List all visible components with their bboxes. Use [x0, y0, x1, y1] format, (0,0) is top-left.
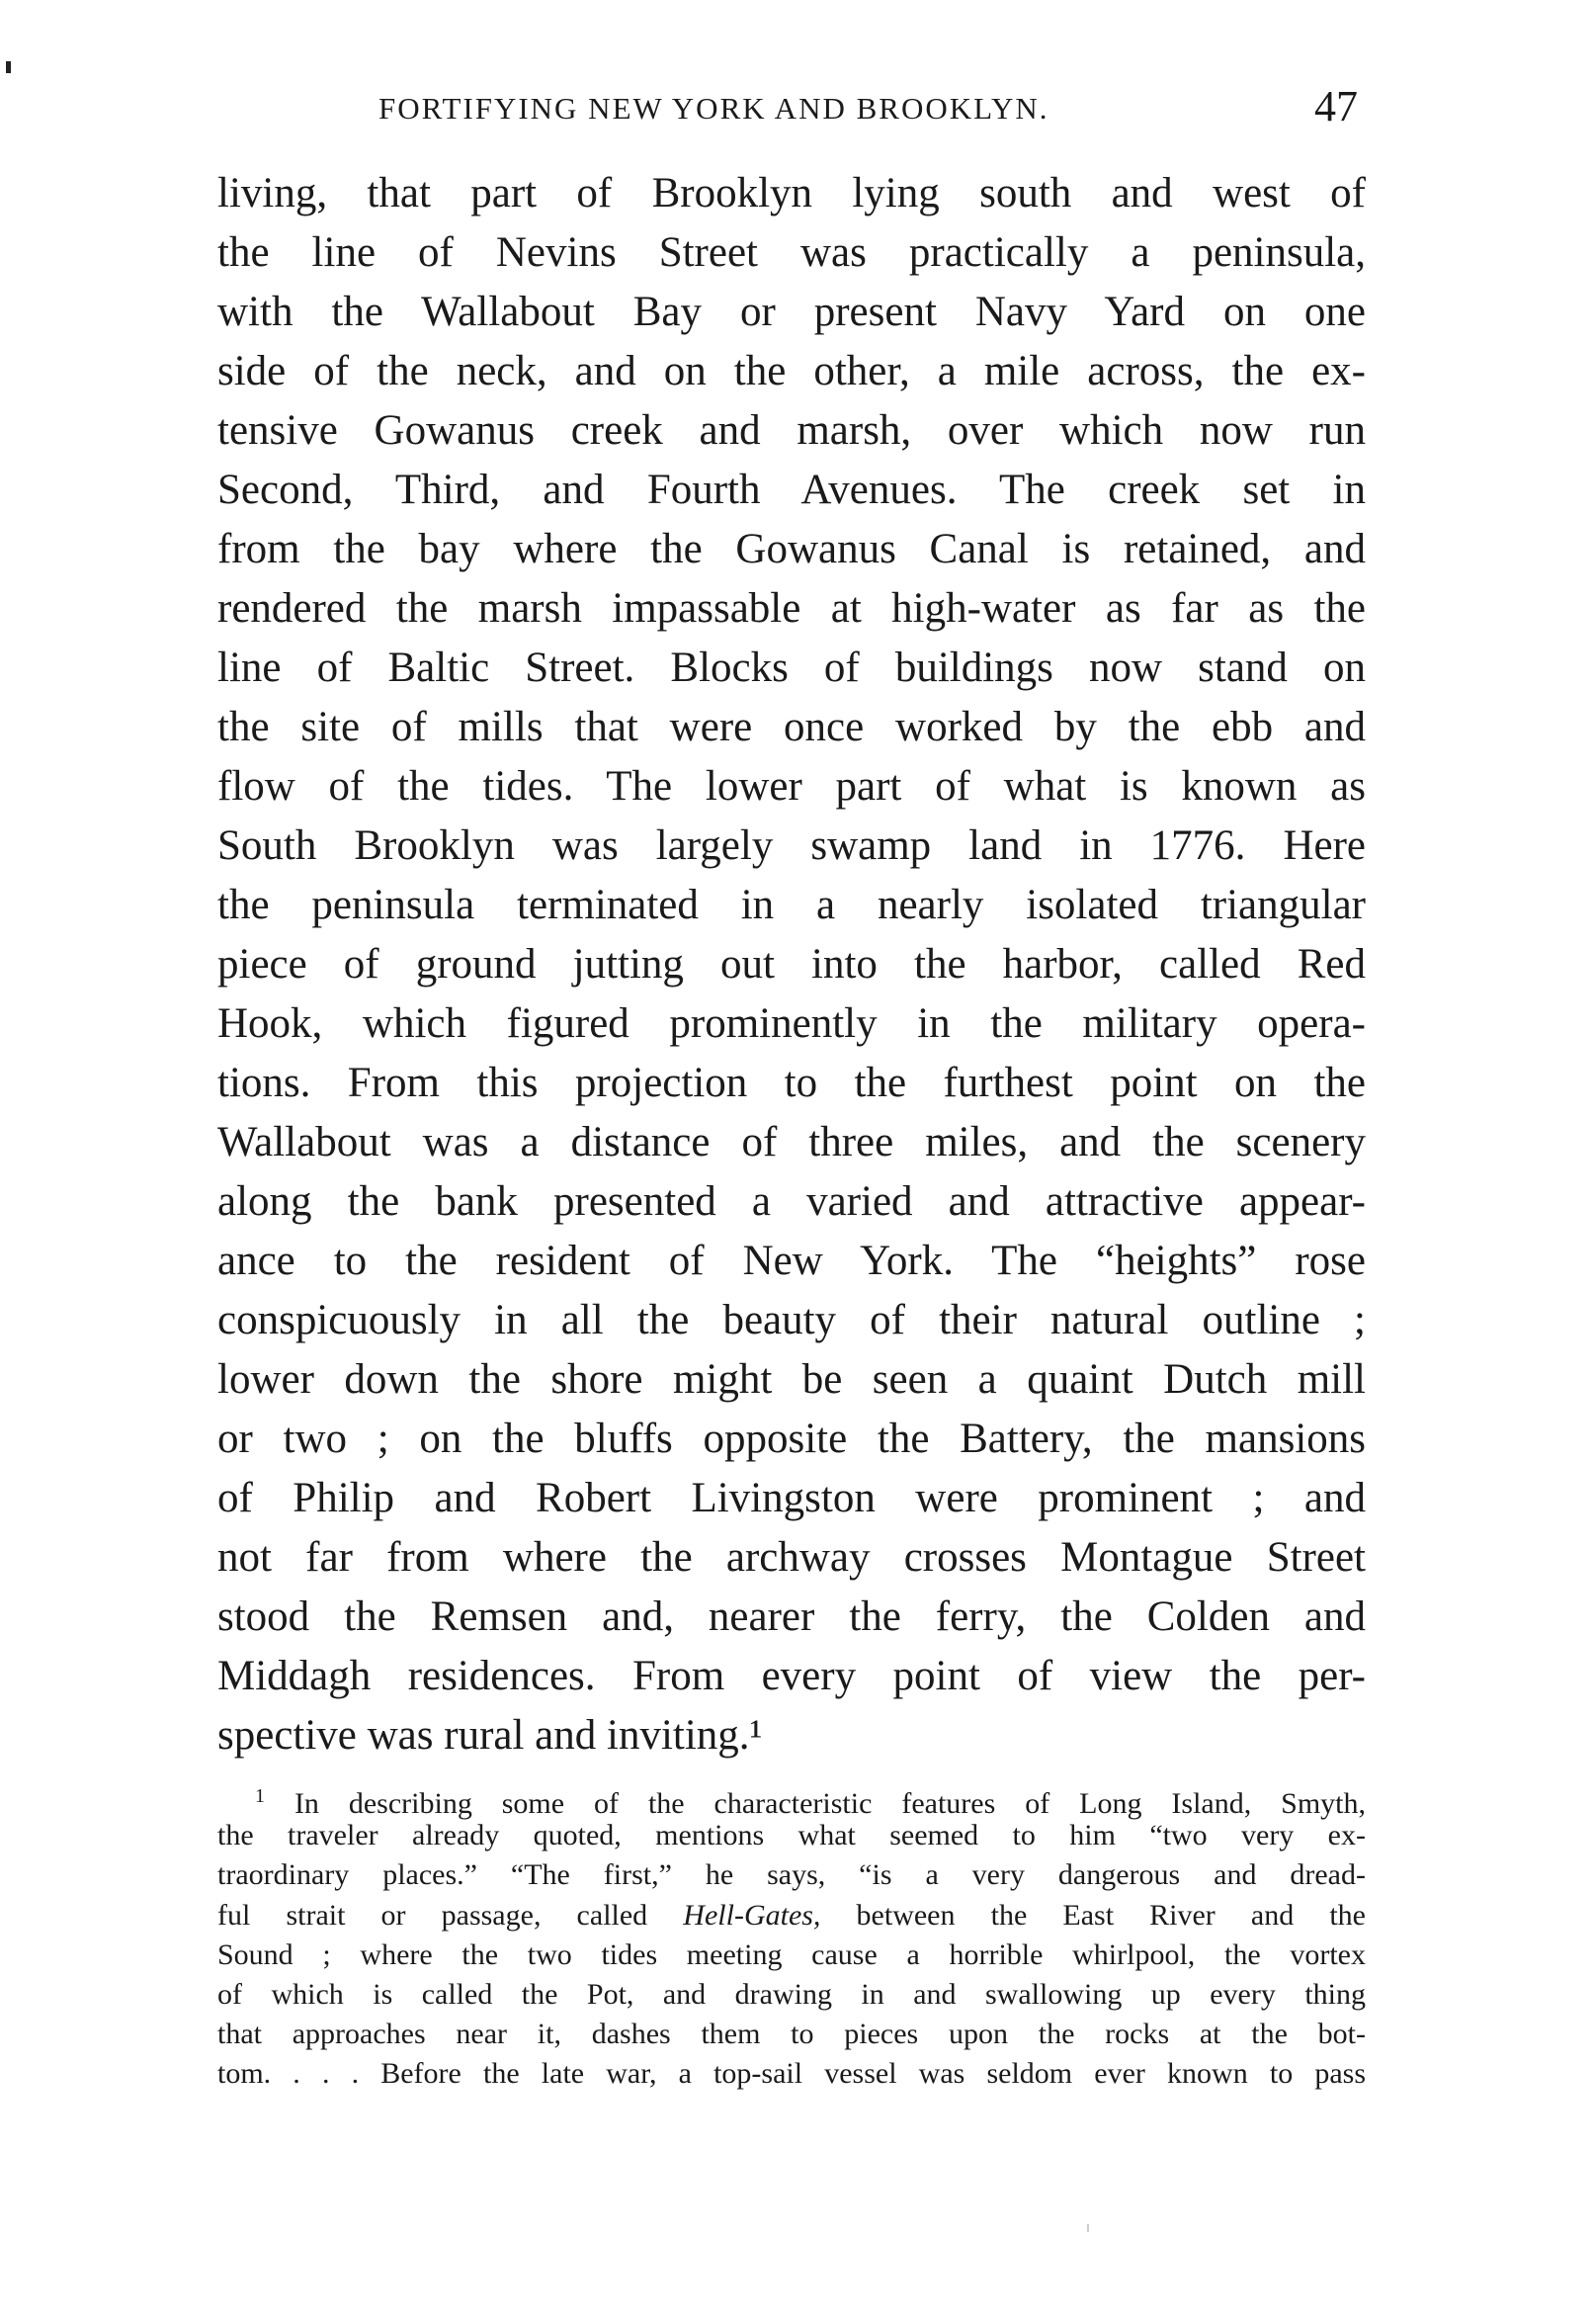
footnote-line: tom. . . . Before the late war, a top-sail vessel was seldom ever known to pass — [217, 2057, 1366, 2091]
footnote-text: In describing some of the characteristic features of Long Island, Smyth, — [293, 1787, 1367, 1820]
body-line: piece of ground jutting out into the harbor, called Red — [217, 941, 1366, 988]
body-line-last: spective was rural and inviting.¹ — [217, 1712, 763, 1759]
body-line: or two ; on the bluffs opposite the Battery, the mansions — [217, 1416, 1366, 1462]
body-line: stood the Remsen and, nearer the ferry, the Colden and — [217, 1593, 1366, 1640]
footnote-text: between the East River and the — [820, 1898, 1366, 1932]
footnote-line: the traveler already quoted, mentions what seemed to him “two very ex- — [217, 1819, 1366, 1852]
body-line: Hook, which figured prominently in the military opera- — [217, 1000, 1366, 1047]
body-line: along the bank presented a varied and attractive appear- — [217, 1178, 1366, 1225]
body-paragraph — [217, 164, 1366, 1765]
footnote-line — [217, 1776, 1367, 1820]
body-line: Wallabout was a distance of three miles, and the scenery — [217, 1119, 1366, 1165]
footnote-line: that approaches near it, dashes them to pieces upon the rocks at the bot- — [217, 2018, 1366, 2051]
body-line: with the Wallabout Bay or present Navy Yard on one — [217, 289, 1366, 335]
body-line: of Philip and Robert Livingston were prominent ; and — [217, 1475, 1366, 1521]
body-line: rendered the marsh impassable at high-water as far as the — [217, 585, 1366, 632]
body-line: South Brooklyn was largely swamp land in 1776. Here — [217, 822, 1366, 869]
footnote-line: traordinary places.” “The first,” he says, “is a very dangerous and dread- — [217, 1858, 1366, 1892]
body-line: lower down the shore might be seen a quaint Dutch mill — [217, 1356, 1366, 1403]
scan-mark — [6, 61, 11, 73]
body-line: the line of Nevins Street was practically a peninsula, — [217, 229, 1366, 276]
running-head-title: FORTIFYING NEW YORK AND BROOKLYN. — [378, 91, 1049, 126]
body-line: ance to the resident of New York. The “heights” rose — [217, 1238, 1366, 1284]
body-line: line of Baltic Street. Blocks of buildings now stand on — [217, 645, 1366, 691]
footnote-line — [217, 1896, 1366, 1936]
body-line: from the bay where the Gowanus Canal is retained, and — [217, 526, 1366, 572]
page-number: 47 — [1314, 82, 1358, 130]
footnote-line: of which is called the Pot, and drawing in and swallowing up every thing — [217, 1977, 1366, 2011]
body-line: tions. From this projection to the furthest point on the — [217, 1060, 1366, 1106]
body-line: the peninsula terminated in a nearly isolated triangular — [217, 882, 1366, 928]
body-line: the site of mills that were once worked by the ebb and — [217, 704, 1366, 750]
scan-artifact — [1087, 2224, 1089, 2232]
footnote-marker: 1 — [255, 1785, 265, 1807]
body-line: tensive Gowanus creek and marsh, over which now run — [217, 407, 1366, 454]
footnote-line: Sound ; where the two tides meeting cause a horrible whirlpool, the vortex — [217, 1937, 1366, 1971]
body-line: conspicuously in all the beauty of their natural outline ; — [217, 1297, 1366, 1343]
body-line: living, that part of Brooklyn lying south and west of — [217, 170, 1366, 216]
footnote-text: ful strait or passage, called — [217, 1898, 684, 1932]
body-line: not far from where the archway crosses Montague Street — [217, 1534, 1366, 1581]
body-line: flow of the tides. The lower part of what is known as — [217, 763, 1366, 810]
footnote-italic-term: Hell-Gates, — [683, 1898, 821, 1932]
footnote — [217, 1776, 1366, 2095]
body-line: Second, Third, and Fourth Avenues. The creek set in — [217, 467, 1366, 513]
body-line: Middagh residences. From every point of view the per- — [217, 1653, 1366, 1699]
body-line: side of the neck, and on the other, a mile across, the ex- — [217, 348, 1366, 394]
